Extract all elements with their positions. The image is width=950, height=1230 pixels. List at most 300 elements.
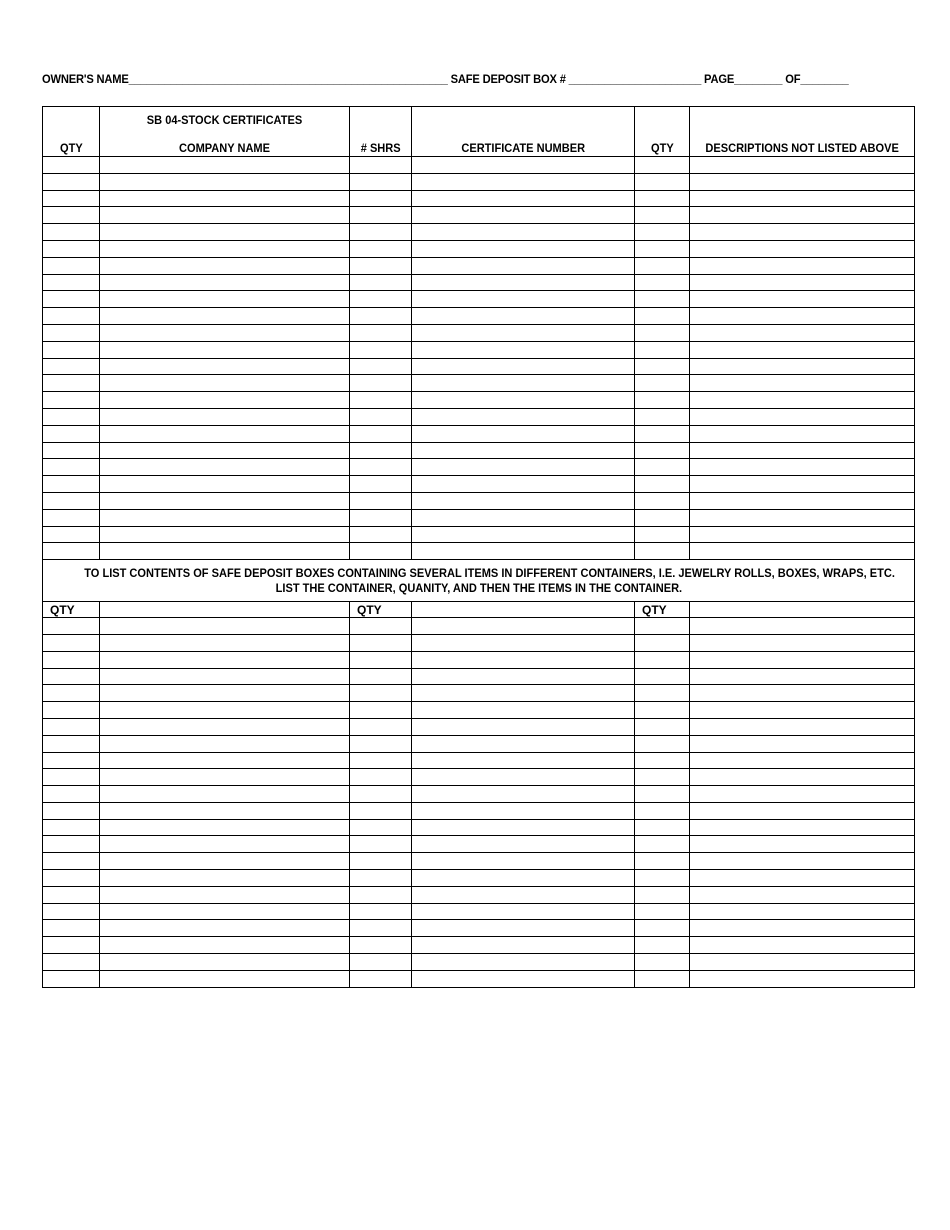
- blank-cell[interactable]: [350, 459, 412, 476]
- blank-cell[interactable]: [350, 819, 412, 836]
- blank-cell[interactable]: [412, 970, 635, 987]
- blank-cell[interactable]: [350, 954, 412, 971]
- blank-cell[interactable]: [635, 920, 690, 937]
- blank-cell[interactable]: [412, 752, 635, 769]
- blank-cell[interactable]: [350, 173, 412, 190]
- blank-cell[interactable]: [412, 207, 635, 224]
- blank-cell[interactable]: [690, 324, 915, 341]
- blank-cell[interactable]: [350, 257, 412, 274]
- blank-cell[interactable]: [350, 836, 412, 853]
- blank-cell[interactable]: [350, 903, 412, 920]
- blank-cell[interactable]: [635, 392, 690, 409]
- blank-cell[interactable]: [43, 308, 100, 325]
- blank-cell[interactable]: [100, 492, 350, 509]
- blank-cell[interactable]: [690, 853, 915, 870]
- owner-name-field[interactable]: _____________________________________________________: [128, 72, 448, 86]
- blank-cell[interactable]: [43, 240, 100, 257]
- blank-cell[interactable]: [43, 651, 100, 668]
- blank-cell[interactable]: [690, 735, 915, 752]
- blank-cell[interactable]: [350, 341, 412, 358]
- blank-cell[interactable]: [690, 634, 915, 651]
- blank-cell[interactable]: [43, 870, 100, 887]
- blank-cell[interactable]: [412, 274, 635, 291]
- blank-cell[interactable]: [350, 543, 412, 560]
- owner-name-label: OWNER'S NAME: [42, 72, 129, 86]
- blank-cell[interactable]: [635, 668, 690, 685]
- blank-cell[interactable]: [690, 459, 915, 476]
- blank-cell[interactable]: [635, 341, 690, 358]
- blank-cell[interactable]: [635, 886, 690, 903]
- blank-cell[interactable]: [43, 668, 100, 685]
- blank-cell[interactable]: [690, 341, 915, 358]
- blank-cell[interactable]: [690, 509, 915, 526]
- blank-cell[interactable]: [635, 308, 690, 325]
- blank-cell[interactable]: [690, 543, 915, 560]
- blank-cell[interactable]: [43, 618, 100, 635]
- blank-cell[interactable]: [635, 802, 690, 819]
- blank-cell[interactable]: [100, 190, 350, 207]
- blank-cell[interactable]: [690, 802, 915, 819]
- blank-cell[interactable]: [635, 651, 690, 668]
- stock-table-row: [43, 408, 915, 425]
- blank-cell[interactable]: [100, 459, 350, 476]
- blank-cell[interactable]: [350, 442, 412, 459]
- blank-cell[interactable]: [690, 886, 915, 903]
- blank-cell[interactable]: [43, 543, 100, 560]
- blank-cell[interactable]: [635, 970, 690, 987]
- instructions-row: [43, 560, 915, 602]
- blank-cell[interactable]: [350, 358, 412, 375]
- blank-cell[interactable]: [100, 870, 350, 887]
- blank-cell[interactable]: [100, 207, 350, 224]
- blank-cell[interactable]: [412, 819, 635, 836]
- blank-cell[interactable]: [412, 257, 635, 274]
- blank-cell[interactable]: [100, 954, 350, 971]
- stock-table-row: [43, 425, 915, 442]
- blank-cell[interactable]: [350, 425, 412, 442]
- blank-cell[interactable]: [43, 735, 100, 752]
- blank-cell[interactable]: [43, 375, 100, 392]
- blank-cell[interactable]: [635, 752, 690, 769]
- blank-cell[interactable]: [690, 870, 915, 887]
- blank-cell[interactable]: [350, 526, 412, 543]
- blank-cell[interactable]: [43, 224, 100, 241]
- blank-cell[interactable]: [690, 408, 915, 425]
- blank-cell[interactable]: [100, 291, 350, 308]
- blank-cell[interactable]: [350, 224, 412, 241]
- column-header-shares: # SHRS: [350, 107, 412, 157]
- blank-cell[interactable]: [350, 190, 412, 207]
- blank-cell[interactable]: [690, 157, 915, 174]
- blank-cell[interactable]: [635, 492, 690, 509]
- blank-cell[interactable]: [100, 752, 350, 769]
- blank-cell[interactable]: [635, 819, 690, 836]
- blank-cell[interactable]: [350, 476, 412, 493]
- blank-cell[interactable]: [43, 970, 100, 987]
- blank-cell[interactable]: [412, 291, 635, 308]
- blank-cell[interactable]: [690, 358, 915, 375]
- blank-cell[interactable]: [43, 459, 100, 476]
- blank-cell[interactable]: [350, 668, 412, 685]
- blank-cell[interactable]: [635, 190, 690, 207]
- blank-cell[interactable]: [412, 173, 635, 190]
- blank-cell[interactable]: [100, 802, 350, 819]
- blank-cell[interactable]: [690, 718, 915, 735]
- blank-cell[interactable]: [412, 157, 635, 174]
- blank-cell[interactable]: [635, 375, 690, 392]
- blank-cell[interactable]: [690, 526, 915, 543]
- blank-cell[interactable]: [690, 752, 915, 769]
- blank-cell[interactable]: [690, 702, 915, 719]
- blank-cell[interactable]: [100, 476, 350, 493]
- blank-cell[interactable]: [100, 324, 350, 341]
- blank-cell[interactable]: [350, 618, 412, 635]
- blank-cell[interactable]: [635, 769, 690, 786]
- blank-cell[interactable]: [690, 492, 915, 509]
- blank-cell[interactable]: [350, 735, 412, 752]
- container-qty-header-1: QTY: [43, 602, 100, 618]
- stock-table-row: [43, 476, 915, 493]
- blank-cell[interactable]: [100, 735, 350, 752]
- blank-cell[interactable]: [43, 752, 100, 769]
- blank-cell[interactable]: [635, 224, 690, 241]
- blank-cell[interactable]: [412, 476, 635, 493]
- blank-cell[interactable]: [412, 786, 635, 803]
- blank-cell[interactable]: [43, 324, 100, 341]
- blank-cell[interactable]: [412, 634, 635, 651]
- blank-cell[interactable]: [690, 937, 915, 954]
- blank-cell[interactable]: [350, 157, 412, 174]
- blank-cell[interactable]: [412, 870, 635, 887]
- blank-cell[interactable]: [690, 392, 915, 409]
- blank-cell[interactable]: [635, 173, 690, 190]
- blank-cell[interactable]: [43, 685, 100, 702]
- blank-cell[interactable]: [350, 392, 412, 409]
- blank-cell[interactable]: [412, 392, 635, 409]
- blank-cell[interactable]: [635, 786, 690, 803]
- blank-cell[interactable]: [350, 274, 412, 291]
- blank-cell[interactable]: [690, 819, 915, 836]
- blank-cell[interactable]: [635, 735, 690, 752]
- blank-cell[interactable]: [43, 392, 100, 409]
- container-table-row: [43, 702, 915, 719]
- blank-cell[interactable]: [412, 802, 635, 819]
- blank-cell[interactable]: [412, 618, 635, 635]
- blank-cell[interactable]: [412, 408, 635, 425]
- blank-cell[interactable]: [412, 685, 635, 702]
- blank-cell[interactable]: [412, 375, 635, 392]
- blank-cell[interactable]: [350, 769, 412, 786]
- blank-cell[interactable]: [43, 274, 100, 291]
- container-table-row: [43, 970, 915, 987]
- blank-cell[interactable]: [350, 752, 412, 769]
- blank-cell[interactable]: [635, 240, 690, 257]
- blank-cell[interactable]: [43, 157, 100, 174]
- blank-cell[interactable]: [412, 240, 635, 257]
- blank-cell[interactable]: [100, 358, 350, 375]
- blank-cell[interactable]: [350, 886, 412, 903]
- blank-cell[interactable]: [412, 903, 635, 920]
- blank-cell[interactable]: [635, 853, 690, 870]
- blank-cell[interactable]: [690, 240, 915, 257]
- blank-cell[interactable]: [635, 425, 690, 442]
- blank-cell[interactable]: [100, 375, 350, 392]
- blank-cell[interactable]: [412, 718, 635, 735]
- blank-cell[interactable]: [43, 786, 100, 803]
- blank-cell[interactable]: [635, 870, 690, 887]
- blank-cell[interactable]: [43, 408, 100, 425]
- blank-cell[interactable]: [43, 173, 100, 190]
- blank-cell[interactable]: [43, 425, 100, 442]
- blank-cell[interactable]: [635, 509, 690, 526]
- blank-cell[interactable]: [100, 702, 350, 719]
- blank-cell[interactable]: [350, 408, 412, 425]
- page-total-field[interactable]: ________: [800, 72, 849, 86]
- blank-cell[interactable]: [43, 903, 100, 920]
- blank-cell[interactable]: [690, 308, 915, 325]
- blank-cell[interactable]: [635, 718, 690, 735]
- blank-cell[interactable]: [100, 853, 350, 870]
- blank-cell[interactable]: [43, 718, 100, 735]
- blank-cell[interactable]: [412, 769, 635, 786]
- blank-cell[interactable]: [690, 425, 915, 442]
- blank-cell[interactable]: [100, 526, 350, 543]
- blank-cell[interactable]: [100, 157, 350, 174]
- blank-cell[interactable]: [635, 157, 690, 174]
- blank-cell[interactable]: [635, 903, 690, 920]
- blank-cell[interactable]: [412, 492, 635, 509]
- blank-cell[interactable]: [350, 870, 412, 887]
- blank-cell[interactable]: [690, 291, 915, 308]
- blank-cell[interactable]: [690, 173, 915, 190]
- blank-cell[interactable]: [412, 324, 635, 341]
- blank-cell[interactable]: [350, 970, 412, 987]
- blank-cell[interactable]: [635, 702, 690, 719]
- blank-cell[interactable]: [43, 769, 100, 786]
- blank-cell[interactable]: [100, 274, 350, 291]
- blank-cell[interactable]: [100, 819, 350, 836]
- blank-cell[interactable]: [635, 618, 690, 635]
- blank-cell[interactable]: [43, 492, 100, 509]
- blank-cell[interactable]: [100, 668, 350, 685]
- blank-cell[interactable]: [635, 459, 690, 476]
- blank-cell[interactable]: [100, 173, 350, 190]
- blank-cell[interactable]: [412, 425, 635, 442]
- blank-cell[interactable]: [43, 853, 100, 870]
- blank-cell[interactable]: [635, 954, 690, 971]
- blank-cell[interactable]: [635, 257, 690, 274]
- blank-cell[interactable]: [635, 291, 690, 308]
- blank-cell[interactable]: [412, 668, 635, 685]
- stock-table-row: [43, 308, 915, 325]
- safe-deposit-box-label: SAFE DEPOSIT BOX #: [450, 72, 566, 86]
- blank-cell[interactable]: [690, 618, 915, 635]
- stock-table-row: [43, 190, 915, 207]
- blank-cell[interactable]: [690, 970, 915, 987]
- blank-cell[interactable]: [43, 819, 100, 836]
- blank-cell[interactable]: [43, 836, 100, 853]
- blank-cell[interactable]: [100, 903, 350, 920]
- blank-cell[interactable]: [350, 324, 412, 341]
- blank-cell[interactable]: [690, 190, 915, 207]
- blank-cell[interactable]: [412, 526, 635, 543]
- blank-cell[interactable]: [690, 476, 915, 493]
- blank-cell[interactable]: [690, 207, 915, 224]
- blank-cell[interactable]: [635, 274, 690, 291]
- blank-cell[interactable]: [412, 358, 635, 375]
- blank-cell[interactable]: [690, 651, 915, 668]
- blank-cell[interactable]: [350, 853, 412, 870]
- blank-cell[interactable]: [100, 651, 350, 668]
- blank-cell[interactable]: [350, 492, 412, 509]
- blank-cell[interactable]: [635, 937, 690, 954]
- container-item-header-1: [100, 602, 350, 618]
- blank-cell[interactable]: [100, 308, 350, 325]
- blank-cell[interactable]: [690, 375, 915, 392]
- blank-cell[interactable]: [690, 224, 915, 241]
- blank-cell[interactable]: [412, 920, 635, 937]
- blank-cell[interactable]: [43, 509, 100, 526]
- blank-cell[interactable]: [412, 886, 635, 903]
- blank-cell[interactable]: [690, 786, 915, 803]
- stock-table-row: [43, 509, 915, 526]
- blank-cell[interactable]: [43, 920, 100, 937]
- blank-cell[interactable]: [43, 937, 100, 954]
- blank-cell[interactable]: [690, 920, 915, 937]
- blank-cell[interactable]: [100, 718, 350, 735]
- blank-cell[interactable]: [100, 240, 350, 257]
- blank-cell[interactable]: [412, 651, 635, 668]
- blank-cell[interactable]: [43, 702, 100, 719]
- blank-cell[interactable]: [690, 668, 915, 685]
- blank-cell[interactable]: [100, 543, 350, 560]
- blank-cell[interactable]: [100, 509, 350, 526]
- blank-cell[interactable]: [350, 685, 412, 702]
- blank-cell[interactable]: [43, 634, 100, 651]
- blank-cell[interactable]: [635, 324, 690, 341]
- blank-cell[interactable]: [43, 442, 100, 459]
- container-table-row: [43, 853, 915, 870]
- blank-cell[interactable]: [690, 769, 915, 786]
- blank-cell[interactable]: [412, 836, 635, 853]
- blank-cell[interactable]: [100, 886, 350, 903]
- column-header-qty-2: QTY: [635, 107, 690, 157]
- blank-cell[interactable]: [43, 341, 100, 358]
- blank-cell[interactable]: [100, 442, 350, 459]
- blank-cell[interactable]: [635, 526, 690, 543]
- blank-cell[interactable]: [635, 358, 690, 375]
- blank-cell[interactable]: [350, 207, 412, 224]
- blank-cell[interactable]: [412, 459, 635, 476]
- blank-cell[interactable]: [350, 937, 412, 954]
- blank-cell[interactable]: [690, 954, 915, 971]
- blank-cell[interactable]: [690, 685, 915, 702]
- blank-cell[interactable]: [690, 442, 915, 459]
- blank-cell[interactable]: [100, 937, 350, 954]
- blank-cell[interactable]: [350, 308, 412, 325]
- blank-cell[interactable]: [100, 634, 350, 651]
- blank-cell[interactable]: [100, 970, 350, 987]
- blank-cell[interactable]: [412, 954, 635, 971]
- blank-cell[interactable]: [412, 702, 635, 719]
- blank-cell[interactable]: [412, 543, 635, 560]
- container-table-row: [43, 769, 915, 786]
- blank-cell[interactable]: [43, 886, 100, 903]
- blank-cell[interactable]: [43, 802, 100, 819]
- blank-cell[interactable]: [412, 853, 635, 870]
- blank-cell[interactable]: [350, 786, 412, 803]
- blank-cell[interactable]: [635, 543, 690, 560]
- page-number-field[interactable]: ________: [734, 72, 783, 86]
- blank-cell[interactable]: [100, 920, 350, 937]
- blank-cell[interactable]: [43, 291, 100, 308]
- blank-cell[interactable]: [100, 685, 350, 702]
- blank-cell[interactable]: [43, 954, 100, 971]
- container-item-header-2: [412, 602, 635, 618]
- blank-cell[interactable]: [100, 341, 350, 358]
- blank-cell[interactable]: [43, 526, 100, 543]
- blank-cell[interactable]: [635, 476, 690, 493]
- blank-cell[interactable]: [412, 509, 635, 526]
- company-name-label: COMPANY NAME: [179, 141, 270, 155]
- blank-cell[interactable]: [350, 920, 412, 937]
- blank-cell[interactable]: [635, 836, 690, 853]
- blank-cell[interactable]: [412, 937, 635, 954]
- blank-cell[interactable]: [100, 786, 350, 803]
- blank-cell[interactable]: [100, 769, 350, 786]
- blank-cell[interactable]: [43, 190, 100, 207]
- blank-cell[interactable]: [100, 257, 350, 274]
- blank-cell[interactable]: [100, 618, 350, 635]
- blank-cell[interactable]: [635, 408, 690, 425]
- blank-cell[interactable]: [635, 207, 690, 224]
- blank-cell[interactable]: [690, 903, 915, 920]
- blank-cell[interactable]: [100, 425, 350, 442]
- blank-cell[interactable]: [690, 257, 915, 274]
- blank-cell[interactable]: [635, 685, 690, 702]
- blank-cell[interactable]: [412, 224, 635, 241]
- stock-table-row: [43, 274, 915, 291]
- blank-cell[interactable]: [43, 207, 100, 224]
- blank-cell[interactable]: [635, 634, 690, 651]
- blank-cell[interactable]: [635, 442, 690, 459]
- blank-cell[interactable]: [100, 392, 350, 409]
- blank-cell[interactable]: [412, 341, 635, 358]
- blank-cell[interactable]: [690, 836, 915, 853]
- blank-cell[interactable]: [350, 702, 412, 719]
- blank-cell[interactable]: [350, 651, 412, 668]
- blank-cell[interactable]: [412, 308, 635, 325]
- blank-cell[interactable]: [350, 509, 412, 526]
- blank-cell[interactable]: [350, 240, 412, 257]
- blank-cell[interactable]: [412, 442, 635, 459]
- blank-cell[interactable]: [43, 257, 100, 274]
- blank-cell[interactable]: [100, 408, 350, 425]
- blank-cell[interactable]: [350, 718, 412, 735]
- blank-cell[interactable]: [350, 802, 412, 819]
- blank-cell[interactable]: [350, 634, 412, 651]
- blank-cell[interactable]: [690, 274, 915, 291]
- blank-cell[interactable]: [350, 375, 412, 392]
- blank-cell[interactable]: [100, 836, 350, 853]
- blank-cell[interactable]: [412, 190, 635, 207]
- blank-cell[interactable]: [43, 476, 100, 493]
- safe-deposit-box-field[interactable]: ______________________: [568, 72, 702, 86]
- blank-cell[interactable]: [412, 735, 635, 752]
- blank-cell[interactable]: [43, 358, 100, 375]
- blank-cell[interactable]: [350, 291, 412, 308]
- blank-cell[interactable]: [100, 224, 350, 241]
